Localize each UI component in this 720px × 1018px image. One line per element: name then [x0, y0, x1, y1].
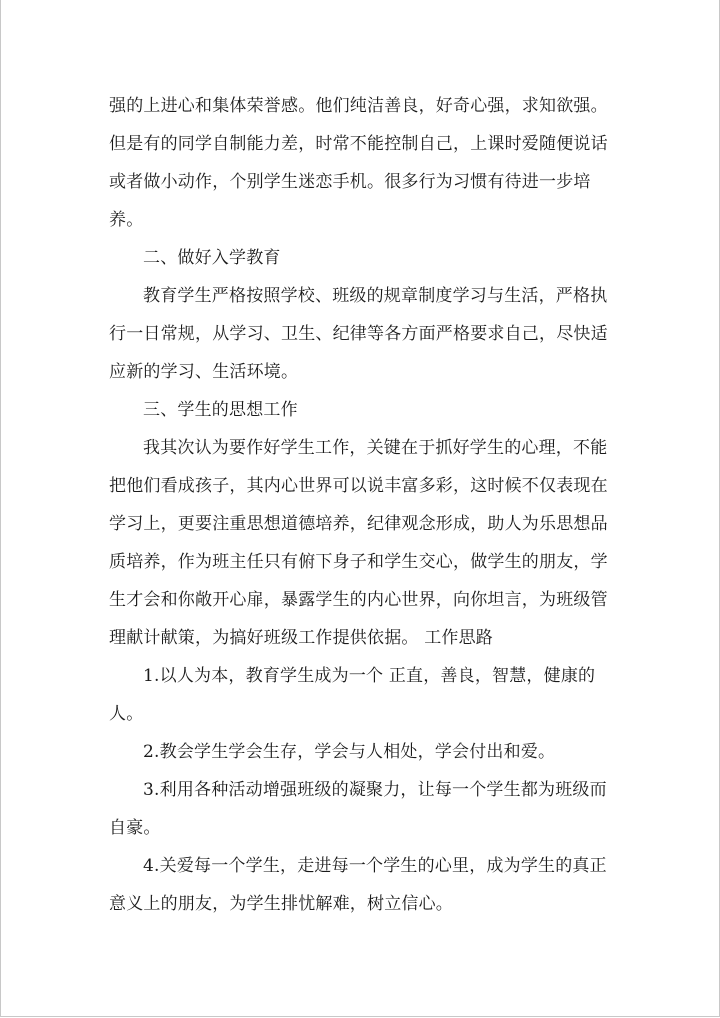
text-line: 意义上的朋友，为学生排忧解难，树立信心。 — [109, 894, 453, 914]
text-line: 养。 — [109, 210, 144, 230]
text-line: 但是有的同学自制能力差，时常不能控制自己，上课时爱随便说话 — [109, 134, 608, 154]
text-line: 或者做小动作，个别学生迷恋手机。很多行为习惯有待进一步培 — [109, 172, 591, 192]
text-line: 学习上，更要注重思想道德培养，纪律观念形成，助人为乐思想品 — [109, 514, 608, 534]
text-line: 生才会和你敞开心扉，暴露学生的内心世界，向你坦言，为班级管 — [109, 590, 608, 610]
text-line: 强的上进心和集体荣誉感。他们纯洁善良，好奇心强，求知欲强。 — [109, 96, 608, 116]
list-item: 3.利用各种活动增强班级的凝聚力，让每一个学生都为班级而 — [143, 780, 607, 800]
list-item: 2.教会学生学会生存，学会与人相处，学会付出和爱。 — [143, 742, 556, 762]
list-item: 4.关爱每一个学生，走进每一个学生的心里，成为学生的真正 — [143, 856, 607, 876]
text-line: 人。 — [109, 704, 144, 724]
text-line: 自豪。 — [109, 818, 161, 838]
text-line: 教育学生严格按照学校、班级的规章制度学习与生活，严格执 — [143, 286, 608, 306]
text-line: 质培养，作为班主任只有俯下身子和学生交心，做学生的朋友，学 — [109, 552, 608, 572]
section-heading: 三、学生的思想工作 — [143, 400, 298, 420]
list-item: 1.以人为本，教育学生成为一个 正直，善良，智慧，健康的 — [143, 666, 596, 686]
text-line: 理献计献策，为搞好班级工作提供依据。 工作思路 — [109, 628, 494, 648]
text-line: 应新的学习、生活环境。 — [109, 362, 299, 382]
text-line: 把他们看成孩子，其内心世界可以说丰富多彩，这时候不仅表现在 — [109, 476, 608, 496]
text-line: 我其次认为要作好学生工作，关键在于抓好学生的心理，不能 — [143, 438, 608, 458]
text-line: 行一日常规，从学习、卫生、纪律等各方面严格要求自己，尽快适 — [109, 324, 608, 344]
section-heading: 二、做好入学教育 — [143, 248, 281, 268]
